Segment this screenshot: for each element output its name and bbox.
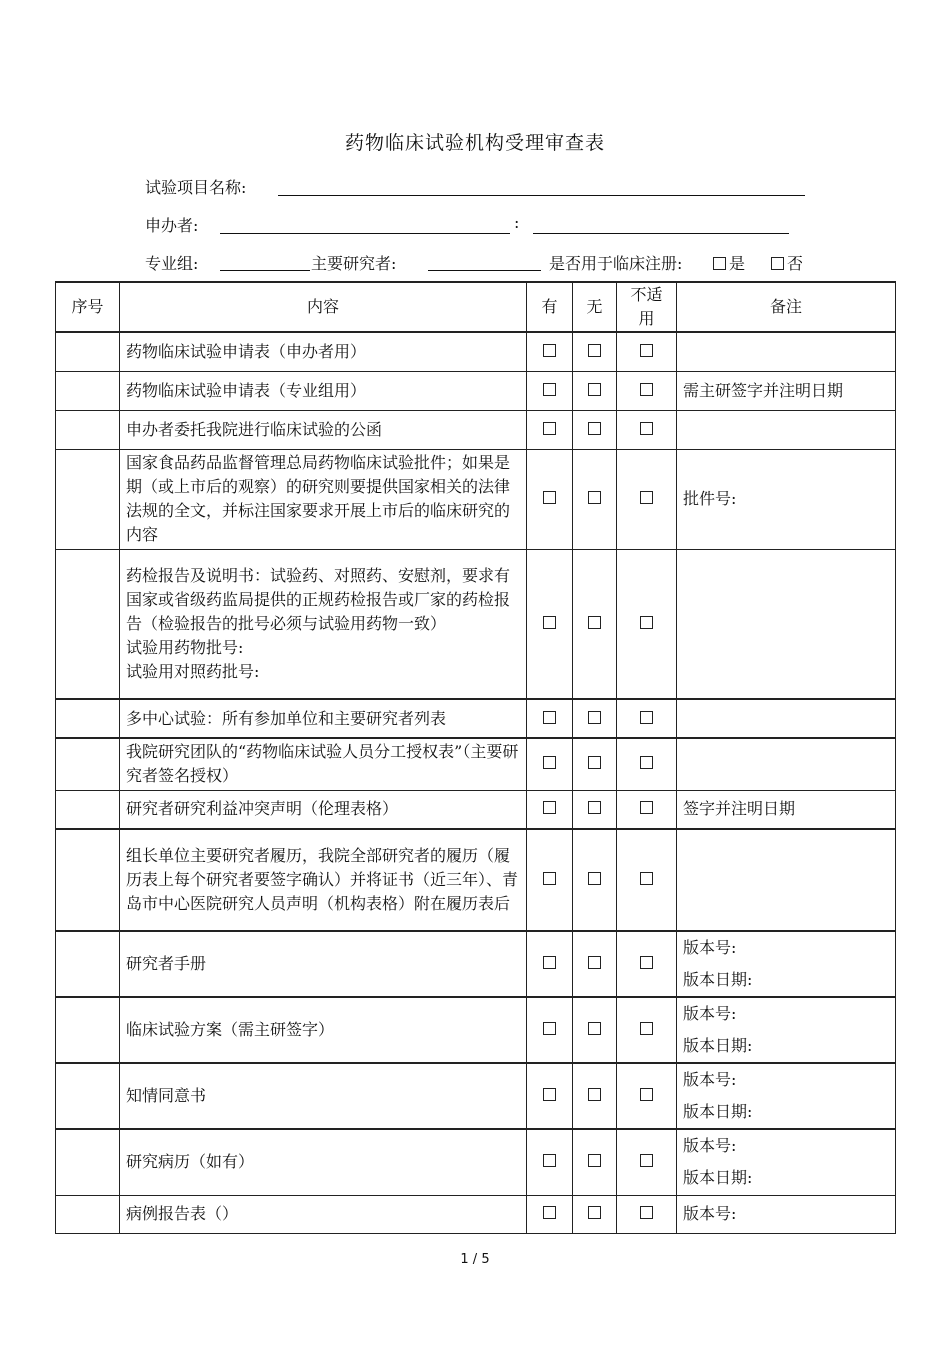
yes-checkbox[interactable] (543, 344, 556, 357)
row-content (120, 1129, 527, 1195)
row-yes-cell (527, 1129, 573, 1195)
no-checkbox[interactable] (588, 491, 601, 504)
no-checkbox[interactable] (588, 711, 601, 724)
row-na-cell (617, 410, 677, 449)
row-note-text: 需主研签字并注明日期 (683, 380, 844, 400)
row-note-text: 版本日期: (683, 1102, 753, 1121)
row-no-cell (573, 1063, 617, 1129)
row-yes-cell (527, 332, 573, 371)
table-row (56, 931, 896, 997)
row-content (120, 738, 527, 790)
row-no-cell (573, 449, 617, 549)
header-na: 不适用 (617, 282, 677, 332)
row-index-cell (56, 790, 120, 829)
row-note (677, 829, 896, 931)
row-content (120, 549, 527, 699)
pi-label: 主要研究者: (311, 254, 397, 273)
page-title: 药物临床试验机构受理审查表 (344, 132, 605, 154)
sponsor-colon: : (514, 213, 520, 232)
row-index-cell (56, 997, 120, 1063)
row-na-cell (617, 332, 677, 371)
registration-no-option[interactable] (771, 251, 803, 274)
row-content (120, 332, 527, 371)
row-note (677, 332, 896, 371)
yes-label: 是 (729, 254, 746, 273)
row-yes-cell (527, 997, 573, 1063)
row-note-text: 版本号: (683, 1070, 737, 1089)
yes-checkbox[interactable] (543, 1022, 556, 1035)
row-content-line: 病例报告表（） (126, 1204, 239, 1223)
row-note (677, 738, 896, 790)
row-na-cell (617, 1195, 677, 1233)
header-index: 序号 (56, 282, 120, 332)
row-index-cell (56, 931, 120, 997)
row-index-cell (56, 1129, 120, 1195)
row-no-cell (573, 549, 617, 699)
row-na-cell (617, 997, 677, 1063)
row-yes-cell (527, 790, 573, 829)
yes-checkbox[interactable] (543, 1206, 556, 1219)
row-note-text: 版本号: (683, 1204, 737, 1223)
row-na-cell (617, 738, 677, 790)
row-na-cell (617, 829, 677, 931)
na-checkbox[interactable] (640, 344, 653, 357)
no-checkbox[interactable] (588, 422, 601, 435)
row-na-cell (617, 549, 677, 699)
yes-checkbox[interactable] (543, 1154, 556, 1167)
row-content (120, 1063, 527, 1129)
row-index-cell (56, 549, 120, 699)
row-na-cell (617, 699, 677, 738)
na-checkbox[interactable] (640, 956, 653, 969)
group-label: 专业组: (145, 254, 199, 273)
row-yes-cell (527, 931, 573, 997)
sponsor-label: 申办者: (145, 216, 199, 235)
row-content-line: 多中心试验：所有参加单位和主要研究者列表 (126, 708, 447, 728)
row-content-line: 研究病历（如有） (126, 1152, 255, 1172)
yes-checkbox[interactable] (713, 257, 726, 270)
no-label: 否 (787, 254, 804, 273)
row-content-line: 药物临床试验申请表（申办者用） (126, 341, 367, 361)
yes-checkbox[interactable] (543, 756, 556, 769)
row-note-text: 版本号: (683, 1004, 737, 1023)
row-note-text: 版本日期: (683, 1036, 753, 1055)
row-note-text: 批件号: (683, 489, 737, 508)
row-note (677, 699, 896, 738)
row-content (120, 1195, 527, 1233)
yes-checkbox[interactable] (543, 872, 556, 885)
row-na-cell (617, 790, 677, 829)
row-content-line: 国家食品药品监督管理总局药物临床试验批件；如果是期（或上市后的观察）的研究则要提供国家相关的法律法规的全文，并标注国家要求开展上市后的临床研究的内容 (126, 453, 511, 544)
row-content-line: 试验用对照药批号: (126, 661, 260, 681)
row-no-cell (573, 790, 617, 829)
header-yes: 有 (527, 282, 573, 332)
project-name-label: 试验项目名称: (145, 178, 247, 197)
row-no-cell (573, 829, 617, 931)
row-index-cell (56, 1063, 120, 1129)
yes-checkbox[interactable] (543, 383, 556, 396)
pi-field[interactable] (428, 270, 541, 271)
table-row (56, 332, 896, 371)
row-content (120, 790, 527, 829)
row-content-line: 知情同意书 (126, 1086, 207, 1105)
row-content (120, 449, 527, 549)
row-yes-cell (527, 549, 573, 699)
table-row (56, 371, 896, 410)
row-no-cell (573, 738, 617, 790)
header-content: 内容 (120, 282, 527, 332)
row-content (120, 997, 527, 1063)
no-checkbox[interactable] (588, 616, 601, 629)
na-checkbox[interactable] (640, 756, 653, 769)
yes-checkbox[interactable] (543, 801, 556, 814)
row-index-cell (56, 829, 120, 931)
no-checkbox[interactable] (588, 1154, 601, 1167)
no-checkbox[interactable] (771, 257, 784, 270)
row-na-cell (617, 931, 677, 997)
row-yes-cell (527, 738, 573, 790)
row-content-line: 药检报告及说明书：试验药、对照药、安慰剂，要求有国家或省级药监局提供的正规药检报告或厂家的药检报告（检验报告的批号必须与试验用药物一致） (126, 565, 511, 633)
header-note: 备注 (677, 282, 896, 332)
table-row (56, 549, 896, 699)
na-checkbox[interactable] (640, 1154, 653, 1167)
row-content-line: 临床试验方案（需主研签字） (126, 1020, 335, 1039)
row-content-line: 研究者研究利益冲突声明（伦理表格） (126, 799, 399, 819)
row-na-cell (617, 371, 677, 410)
row-note (677, 1063, 896, 1129)
row-note (677, 371, 896, 410)
yes-checkbox[interactable] (543, 1088, 556, 1101)
row-index-cell (56, 738, 120, 790)
row-index-cell (56, 410, 120, 449)
row-note (677, 549, 896, 699)
yes-checkbox[interactable] (543, 956, 556, 969)
na-checkbox[interactable] (640, 1088, 653, 1101)
no-checkbox[interactable] (588, 956, 601, 969)
project-name-field[interactable] (278, 195, 805, 196)
row-no-cell (573, 332, 617, 371)
na-checkbox[interactable] (640, 422, 653, 435)
yes-checkbox[interactable] (543, 711, 556, 724)
yes-checkbox[interactable] (543, 616, 556, 629)
row-no-cell (573, 1129, 617, 1195)
table-row (56, 449, 896, 549)
row-content-line: 药物临床试验申请表（专业组用） (126, 380, 367, 400)
row-content-line: 研究者手册 (126, 954, 207, 973)
sponsor-secondary-field[interactable] (533, 233, 789, 234)
na-checkbox[interactable] (640, 801, 653, 814)
no-checkbox[interactable] (588, 801, 601, 814)
registration-yes-option[interactable] (713, 251, 745, 274)
na-checkbox[interactable] (640, 711, 653, 724)
table-row (56, 1195, 896, 1233)
no-checkbox[interactable] (588, 344, 601, 357)
table-row (56, 790, 896, 829)
row-content (120, 931, 527, 997)
row-yes-cell (527, 699, 573, 738)
row-content-line: 我院研究团队的“药物临床试验人员分工授权表”（主要研究者签名授权） (126, 742, 519, 786)
table-row (56, 997, 896, 1063)
row-content (120, 371, 527, 410)
table-header-row (56, 282, 896, 332)
registration-label: 是否用于临床注册: (549, 254, 683, 273)
row-yes-cell (527, 1063, 573, 1129)
row-no-cell (573, 410, 617, 449)
row-note-text: 版本号: (683, 938, 737, 957)
no-checkbox[interactable] (588, 872, 601, 885)
row-yes-cell (527, 1195, 573, 1233)
row-yes-cell (527, 449, 573, 549)
table-row (56, 410, 896, 449)
row-yes-cell (527, 410, 573, 449)
row-index-cell (56, 371, 120, 410)
row-yes-cell (527, 829, 573, 931)
row-content (120, 699, 527, 738)
row-note-text: 版本号: (683, 1136, 737, 1156)
no-checkbox[interactable] (588, 756, 601, 769)
group-field[interactable] (220, 270, 310, 271)
row-na-cell (617, 1129, 677, 1195)
no-checkbox[interactable] (588, 1022, 601, 1035)
row-content (120, 829, 527, 931)
na-checkbox[interactable] (640, 616, 653, 629)
row-index-cell (56, 332, 120, 371)
row-no-cell (573, 997, 617, 1063)
row-no-cell (573, 1195, 617, 1233)
row-yes-cell (527, 371, 573, 410)
row-content (120, 410, 527, 449)
row-index-cell (56, 699, 120, 738)
no-checkbox[interactable] (588, 1206, 601, 1219)
no-checkbox[interactable] (588, 1088, 601, 1101)
row-note-text: 版本日期: (683, 970, 753, 989)
na-checkbox[interactable] (640, 491, 653, 504)
row-no-cell (573, 371, 617, 410)
na-checkbox[interactable] (640, 872, 653, 885)
row-note (677, 1129, 896, 1195)
table-row (56, 1129, 896, 1195)
row-content-line: 试验用药物批号: (126, 637, 244, 657)
row-note (677, 1195, 896, 1233)
yes-checkbox[interactable] (543, 422, 556, 435)
row-no-cell (573, 931, 617, 997)
header-no: 无 (573, 282, 617, 332)
row-note (677, 931, 896, 997)
page-number: 1 / 5 (460, 1252, 490, 1267)
row-note-text: 版本日期: (683, 1168, 753, 1188)
na-checkbox[interactable] (640, 1206, 653, 1219)
no-checkbox[interactable] (588, 383, 601, 396)
row-na-cell (617, 1063, 677, 1129)
row-note (677, 790, 896, 829)
row-note (677, 997, 896, 1063)
row-content-line: 申办者委托我院进行临床试验的公函 (126, 419, 383, 439)
row-no-cell (573, 699, 617, 738)
row-na-cell (617, 449, 677, 549)
row-note (677, 449, 896, 549)
review-checklist-table (55, 281, 896, 1234)
na-checkbox[interactable] (640, 383, 653, 396)
na-checkbox[interactable] (640, 1022, 653, 1035)
table-row (56, 699, 896, 738)
table-row (56, 829, 896, 931)
yes-checkbox[interactable] (543, 491, 556, 504)
row-index-cell (56, 449, 120, 549)
sponsor-field[interactable] (220, 233, 510, 234)
row-note (677, 410, 896, 449)
row-content-line: 组长单位主要研究者履历，我院全部研究者的履历（履历表上每个研究者要签字确认）并将证书（近三年）、青岛市中心医院研究人员声明（机构表格）附在履历表后 (126, 846, 519, 913)
row-note-text: 签字并注明日期 (683, 799, 796, 819)
row-index-cell (56, 1195, 120, 1233)
table-row (56, 738, 896, 790)
table-row (56, 1063, 896, 1129)
